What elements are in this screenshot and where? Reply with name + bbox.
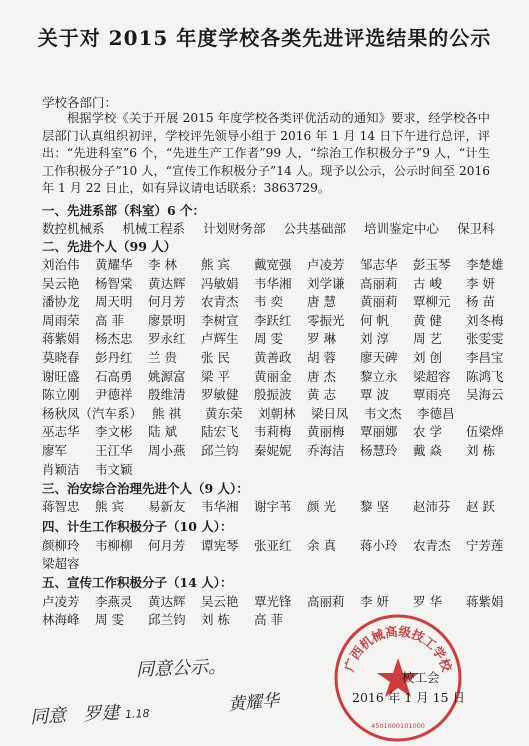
person-name: 乔海洁 bbox=[307, 443, 345, 458]
notice-paragraph: 根据学校《关于开展 2015 年度学校各类评优活动的通知》要求，经学校各中层部门认真组织初评，学校评先领导小组于 2016 年 1 月 14 日下午进行总评，评出：“先进科室”6 个，“先进生产工作者”99 人，“综治工作积极分子”9 人，“计生工作积极分子”10 人，“宣传工作积极分子”14 人。现予以公示，公示时间至 2016 年 1 月 22 日止，如有异议请电话联系：3863729。 bbox=[42, 111, 490, 196]
person-name: 李 妍 bbox=[360, 594, 389, 609]
section-heading: 四、计生工作积极分子（10 人）： bbox=[42, 519, 233, 534]
person-name: 唐 慧 bbox=[307, 294, 336, 310]
person-name: 李 妍 bbox=[466, 275, 495, 291]
person-name: 蒋紫娟 bbox=[466, 594, 504, 609]
person-name: 周小燕 bbox=[148, 443, 186, 458]
person-name: 彭丹红 bbox=[95, 350, 133, 365]
section-heading: 二、先进个人（99 人） bbox=[42, 239, 177, 254]
person-name: 韦华湘 bbox=[201, 499, 239, 514]
person-name: 高 菲 bbox=[254, 612, 283, 627]
person-name: 莫晓春 bbox=[42, 350, 80, 365]
person-name: 周 雯 bbox=[95, 612, 124, 627]
person-name: 谢旺盛 bbox=[42, 368, 80, 384]
person-name: 石高勇 bbox=[95, 368, 133, 384]
person-name: 蒋紫娟 bbox=[42, 331, 80, 347]
name-row bbox=[42, 537, 502, 554]
person-name: 周雨荣 bbox=[42, 312, 80, 328]
person-name: 刘 创 bbox=[413, 350, 442, 365]
name-row bbox=[42, 593, 502, 610]
person-name: 唐 杰 bbox=[307, 368, 336, 384]
person-name: 梁 平 bbox=[201, 368, 230, 384]
person-name: 冯敏娟 bbox=[201, 275, 239, 291]
signature-date: 1.18 bbox=[124, 706, 150, 722]
person-name: 廖军 bbox=[42, 443, 68, 458]
person-name: 梁超容 bbox=[42, 556, 80, 571]
person-name: 覃 波 bbox=[360, 387, 389, 403]
name-row bbox=[42, 423, 502, 440]
person-name: 吴云艳 bbox=[42, 275, 80, 291]
department-name: 机械工程系 bbox=[122, 221, 186, 236]
signature-c: 黄耀华 bbox=[227, 690, 280, 716]
name-row bbox=[42, 555, 502, 572]
person-name: 李德昌 bbox=[417, 405, 455, 421]
person-name: 黄耀华 bbox=[95, 257, 133, 272]
person-name: 零振光 bbox=[307, 312, 345, 328]
person-name: 杨智棠 bbox=[95, 275, 133, 291]
seal-text: 广西机械高级技工学校 bbox=[341, 623, 455, 674]
person-name: 张 民 bbox=[201, 350, 230, 365]
person-name: 胡 蓉 bbox=[307, 350, 336, 365]
person-name: 赵沛芬 bbox=[413, 499, 451, 514]
section-heading: 五、宣传工作积极分子（14 人）： bbox=[42, 575, 233, 590]
name-row bbox=[42, 442, 502, 459]
person-name: 伍梁烨 bbox=[466, 424, 504, 440]
person-name: 杨 苗 bbox=[466, 294, 495, 310]
person-name: 高丽莉 bbox=[307, 594, 345, 609]
person-name: 高丽莉 bbox=[360, 275, 398, 291]
person-name: 刘治伟 bbox=[42, 257, 80, 272]
person-name: 何 帆 bbox=[360, 312, 389, 328]
department-row bbox=[42, 220, 502, 237]
person-name: 李文彬 bbox=[95, 424, 133, 440]
person-name: 张雯雯 bbox=[466, 331, 504, 347]
department-name: 计划财务部 bbox=[203, 221, 266, 236]
person-name: 熊 宾 bbox=[201, 257, 230, 272]
person-name: 陆 斌 bbox=[148, 424, 177, 440]
name-row bbox=[42, 368, 502, 385]
department-name: 公共基础部 bbox=[283, 221, 347, 236]
person-name: 刘朝林 bbox=[258, 405, 296, 421]
official-seal bbox=[332, 612, 464, 744]
person-name: 黄 志 bbox=[307, 387, 336, 403]
person-name: 赵 跃 bbox=[466, 499, 495, 514]
person-name: 颜柳玲 bbox=[42, 538, 80, 553]
name-row bbox=[42, 275, 502, 292]
person-name: 覃柳元 bbox=[413, 294, 451, 310]
person-name: 卢辉生 bbox=[201, 331, 239, 347]
department-name: 培训鉴定中心 bbox=[364, 221, 440, 236]
person-name: 黄丽金 bbox=[254, 368, 292, 384]
issuer: 校工会 bbox=[402, 670, 440, 685]
person-name: 宁芳莲 bbox=[466, 538, 504, 553]
name-row bbox=[42, 405, 502, 422]
person-name: 农青杰 bbox=[201, 294, 239, 310]
person-name: 戴宽强 bbox=[254, 257, 292, 272]
person-name: 农青杰 bbox=[413, 538, 451, 553]
section-heading: 三、治安综合治理先进个人（9 人）： bbox=[42, 481, 249, 496]
person-name: 尹德祥 bbox=[95, 387, 133, 403]
person-name: 韦 奕 bbox=[254, 294, 283, 310]
person-name: 彭玉琴 bbox=[413, 257, 451, 272]
person-name: 李 林 bbox=[148, 257, 177, 272]
person-name: 廖景明 bbox=[148, 312, 186, 328]
department-name: 数控机械系 bbox=[42, 221, 105, 236]
person-name: 韦文颖 bbox=[95, 461, 133, 477]
person-name: 邱兰钧 bbox=[148, 612, 186, 627]
person-name: 谭宪琴 bbox=[201, 538, 239, 553]
person-name: 易新友 bbox=[148, 499, 186, 514]
person-name: 刘 栋 bbox=[201, 612, 230, 627]
name-row bbox=[42, 256, 502, 273]
person-name: 潘协龙 bbox=[42, 294, 80, 310]
person-name: 杨慧玲 bbox=[360, 443, 398, 458]
person-name: 蒋小玲 bbox=[360, 538, 398, 553]
person-name: 陆宏飞 bbox=[201, 424, 239, 440]
person-name: 刘 淳 bbox=[360, 331, 389, 347]
person-name: 秦妮妮 bbox=[254, 443, 292, 458]
person-name: 覃雨亮 bbox=[413, 387, 451, 403]
name-row bbox=[42, 330, 502, 347]
person-name: 黄丽梅 bbox=[307, 424, 345, 440]
person-name: 陈立刚 bbox=[42, 387, 80, 403]
person-name: 余 真 bbox=[307, 538, 336, 553]
section-heading: 一、先进系部（科室）6 个： bbox=[42, 203, 206, 218]
person-name: 农 学 bbox=[413, 424, 442, 440]
person-name: 熊 宾 bbox=[95, 499, 124, 514]
salutation: 学校各部门： bbox=[42, 95, 118, 110]
person-name: 韦文杰 bbox=[364, 405, 402, 421]
person-name: 刘 栋 bbox=[466, 443, 495, 458]
name-row bbox=[42, 349, 502, 366]
seal-number: 4501000101000 bbox=[371, 722, 425, 730]
person-name: 邱兰钧 bbox=[201, 443, 239, 458]
person-name: 兰 贵 bbox=[148, 350, 177, 365]
person-name: 殷维清 bbox=[148, 387, 186, 403]
person-name: 古 峻 bbox=[413, 275, 442, 291]
department-name: 保卫科 bbox=[457, 221, 495, 236]
person-name: 韦华湘 bbox=[254, 275, 292, 291]
person-name: 韦柳柳 bbox=[95, 538, 133, 553]
handwritten-approval: 同意公示。 bbox=[135, 656, 227, 681]
name-row bbox=[42, 293, 502, 310]
name-row bbox=[42, 312, 502, 329]
person-name: 肖颖洁 bbox=[42, 461, 80, 477]
person-name: 杨秋凤（汽车系） bbox=[42, 405, 143, 421]
person-name: 周 雯 bbox=[254, 331, 283, 347]
person-name: 廖天碑 bbox=[360, 350, 398, 365]
person-name: 梁日凤 bbox=[311, 405, 349, 421]
person-name: 周 艺 bbox=[413, 331, 442, 347]
person-name: 高 菲 bbox=[95, 312, 124, 328]
person-name: 陈鸿飞 bbox=[466, 368, 504, 384]
person-name: 杨杰忠 bbox=[95, 331, 133, 347]
person-name: 张亚红 bbox=[254, 538, 292, 553]
person-name: 李昌宝 bbox=[466, 350, 504, 365]
person-name: 殷振波 bbox=[254, 387, 292, 403]
person-name: 何月芳 bbox=[148, 294, 186, 310]
person-name: 韦莉梅 bbox=[254, 424, 292, 440]
person-name: 巫志华 bbox=[42, 424, 80, 440]
name-row bbox=[42, 386, 502, 403]
person-name: 黎 坚 bbox=[360, 499, 389, 514]
person-name: 黄丽莉 bbox=[360, 294, 398, 310]
name-row bbox=[42, 498, 502, 515]
person-name: 梁超容 bbox=[413, 368, 451, 384]
person-name: 姚源富 bbox=[148, 368, 186, 384]
person-name: 颜 光 bbox=[307, 499, 336, 514]
person-name: 卢凌芳 bbox=[42, 594, 80, 609]
person-name: 罗敏健 bbox=[201, 387, 239, 403]
issue-date: 2016 年 1 月 15 日 bbox=[352, 690, 466, 705]
person-name: 覃光锋 bbox=[254, 594, 292, 609]
signature-b: 罗建 bbox=[82, 702, 120, 726]
person-name: 吴海云 bbox=[466, 387, 504, 403]
person-name: 李跃红 bbox=[254, 312, 292, 328]
person-name: 卢凌芳 bbox=[307, 257, 345, 272]
person-name: 李楚雄 bbox=[466, 257, 504, 272]
person-name: 罗 琳 bbox=[307, 331, 336, 347]
person-name: 邹志华 bbox=[360, 257, 398, 272]
person-name: 黄达辉 bbox=[148, 594, 186, 609]
person-name: 林海峰 bbox=[42, 612, 80, 627]
person-name: 黄善政 bbox=[254, 350, 292, 365]
person-name: 刘学谦 bbox=[307, 275, 345, 291]
person-name: 王江华 bbox=[95, 443, 133, 458]
name-row bbox=[42, 461, 502, 478]
person-name: 李树宣 bbox=[201, 312, 239, 328]
person-name: 戴 焱 bbox=[413, 443, 442, 458]
person-name: 李燕灵 bbox=[95, 594, 133, 609]
person-name: 刘冬梅 bbox=[466, 312, 504, 328]
signature-a: 同意 bbox=[29, 705, 67, 729]
person-name: 罗永红 bbox=[148, 331, 186, 347]
person-name: 周天明 bbox=[95, 294, 133, 310]
person-name: 黄 健 bbox=[413, 312, 442, 328]
person-name: 吴云艳 bbox=[201, 594, 239, 609]
person-name: 熊 祺 bbox=[152, 405, 181, 421]
person-name: 黎立永 bbox=[360, 368, 398, 384]
person-name: 黄达辉 bbox=[148, 275, 186, 291]
person-name: 罗 华 bbox=[413, 594, 442, 609]
person-name: 何月芳 bbox=[148, 538, 186, 553]
handwritten-signatures bbox=[29, 697, 150, 729]
person-name: 覃丽娜 bbox=[360, 424, 398, 440]
person-name: 谢宇苇 bbox=[254, 499, 292, 514]
document-title: 关于对 2015 年度学校各类先进评选结果的公示 bbox=[37, 26, 492, 50]
person-name: 蒋智忠 bbox=[42, 499, 80, 514]
person-name: 黄东荣 bbox=[205, 405, 243, 421]
